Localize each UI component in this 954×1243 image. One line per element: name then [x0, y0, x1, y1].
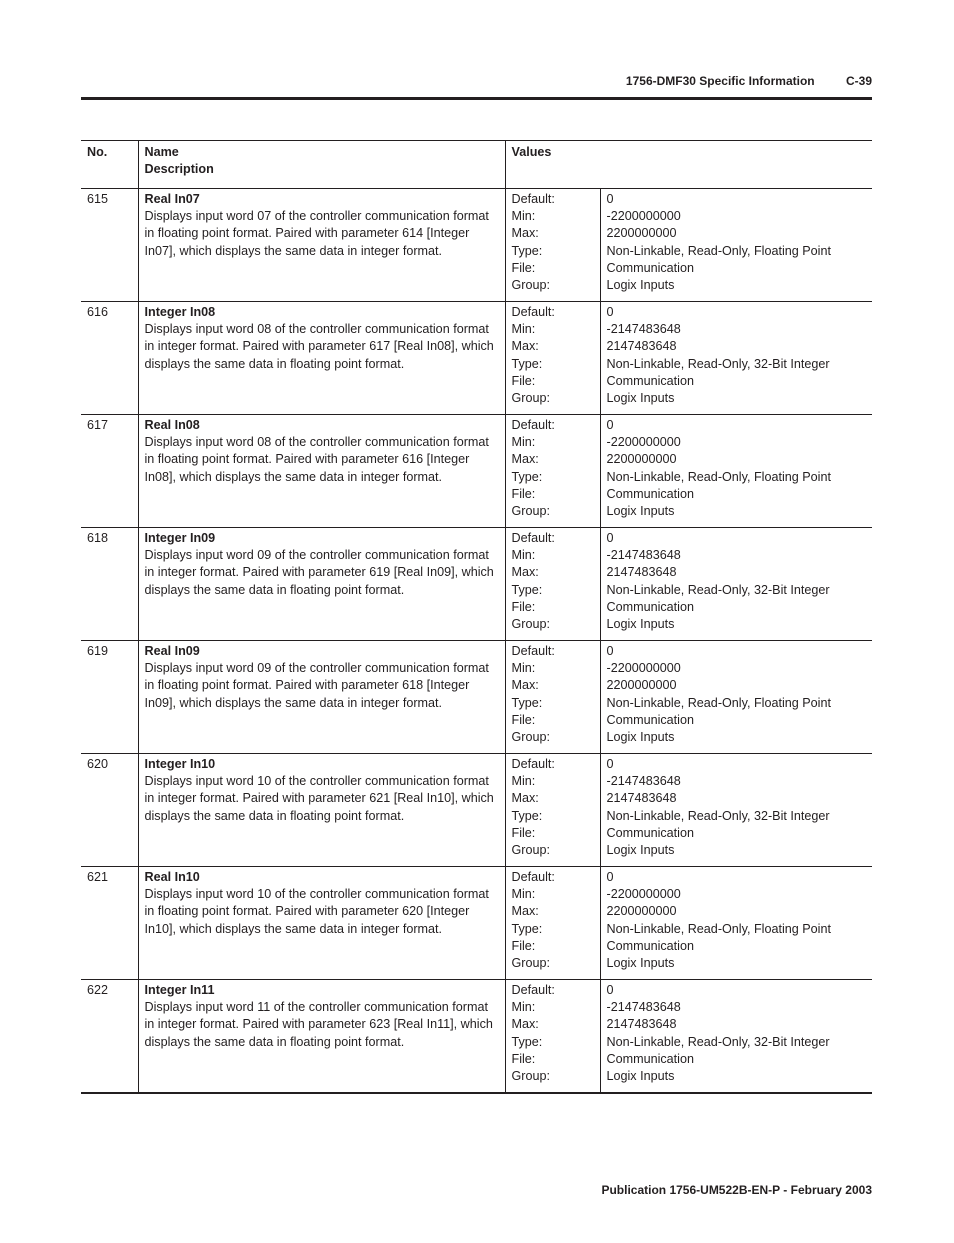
values-cell — [600, 528, 872, 641]
column-header-description-label: Description — [144, 162, 214, 177]
value-label: File: — [511, 260, 536, 275]
parameter-name-cell — [138, 754, 505, 867]
parameter-value: -2147483648 — [606, 322, 681, 337]
value-label: Min: — [511, 209, 536, 224]
value-labels-cell — [505, 415, 600, 528]
page-header — [0, 74, 872, 88]
parameter-number: 620 — [81, 754, 138, 867]
values-cell — [600, 189, 872, 302]
parameter-description: Displays input word 09 of the controller communication format in floating point format. Paired with parameter 618 [Integer In09], which displays the same data in integer format. — [144, 661, 489, 710]
parameter-value: 0 — [606, 983, 614, 997]
value-label: Min: — [511, 322, 536, 337]
value-label: Max: — [511, 226, 539, 241]
parameter-value: 2147483648 — [606, 791, 677, 806]
column-header-name — [138, 141, 505, 189]
value-label: File: — [511, 825, 536, 840]
parameter-value: -2200000000 — [606, 209, 681, 224]
parameter-value: Non-Linkable, Read-Only, Floating Point — [606, 469, 831, 484]
table-row — [81, 528, 872, 641]
parameter-value: 0 — [606, 644, 614, 658]
value-label: File: — [511, 938, 536, 953]
parameter-value: Logix Inputs — [606, 843, 675, 858]
value-label: Max: — [511, 904, 539, 919]
parameter-value: 2147483648 — [606, 1017, 677, 1032]
parameter-name-cell — [138, 189, 505, 302]
parameter-value: Non-Linkable, Read-Only, 32-Bit Integer — [606, 808, 830, 823]
parameter-value: Logix Inputs — [606, 278, 675, 293]
parameter-value: Communication — [606, 599, 694, 614]
parameter-value: Non-Linkable, Read-Only, 32-Bit Integer — [606, 582, 830, 597]
value-label: File: — [511, 712, 536, 727]
value-label: Default: — [511, 305, 555, 319]
parameter-number: 617 — [81, 415, 138, 528]
values-cell — [600, 867, 872, 980]
parameter-value: Non-Linkable, Read-Only, Floating Point — [606, 921, 831, 936]
parameter-value: Non-Linkable, Read-Only, Floating Point — [606, 243, 831, 258]
value-label: Max: — [511, 452, 539, 467]
column-header-values: Values — [505, 141, 872, 189]
value-label: Group: — [511, 1069, 551, 1084]
parameter-name-cell — [138, 528, 505, 641]
parameter-value: -2200000000 — [606, 661, 681, 676]
parameter-value: Communication — [606, 486, 694, 501]
value-label: Group: — [511, 617, 551, 632]
table-row — [81, 754, 872, 867]
parameter-value: Logix Inputs — [606, 617, 675, 632]
parameter-value: Communication — [606, 712, 694, 727]
parameter-value: 0 — [606, 305, 614, 319]
value-label: Max: — [511, 678, 539, 693]
parameter-number: 615 — [81, 189, 138, 302]
value-label: Group: — [511, 391, 551, 406]
value-label: File: — [511, 1051, 536, 1066]
parameter-description: Displays input word 08 of the controller communication format in floating point format. Paired with parameter 616 [Integer In08], which displays the same data in integer format. — [144, 435, 489, 484]
page-number: C-39 — [845, 74, 872, 88]
value-label: Max: — [511, 1017, 539, 1032]
parameter-value: -2147483648 — [606, 1000, 681, 1015]
parameter-value: Non-Linkable, Read-Only, 32-Bit Integer — [606, 1034, 830, 1049]
value-label: File: — [511, 373, 536, 388]
parameter-value: 2200000000 — [606, 678, 677, 693]
parameter-value: Logix Inputs — [606, 391, 675, 406]
parameter-name: Real In09 — [144, 644, 200, 658]
parameter-value: 0 — [606, 418, 614, 432]
table-row — [81, 980, 872, 1093]
parameter-value: 2200000000 — [606, 452, 677, 467]
value-label: Default: — [511, 418, 555, 432]
parameter-description: Displays input word 07 of the controller communication format in floating point format. Paired with parameter 614 [Integer In07], which displays the same data in integer format. — [144, 209, 489, 258]
parameter-name: Integer In10 — [144, 757, 216, 771]
table-row — [81, 189, 872, 302]
parameter-number: 622 — [81, 980, 138, 1093]
values-cell — [600, 754, 872, 867]
parameter-value: -2147483648 — [606, 774, 681, 789]
parameter-value: 2147483648 — [606, 565, 677, 580]
values-cell — [600, 980, 872, 1093]
parameter-value: Non-Linkable, Read-Only, 32-Bit Integer — [606, 356, 830, 371]
value-label: Min: — [511, 1000, 536, 1015]
table-row — [81, 415, 872, 528]
parameter-description: Displays input word 11 of the controller communication format in integer format. Paired with parameter 623 [Real In11], which displays the same data in floating point format. — [144, 1000, 493, 1049]
value-label: Type: — [511, 243, 543, 258]
parameter-name-cell — [138, 867, 505, 980]
column-header-name-label: Name — [144, 145, 179, 159]
parameter-value: Logix Inputs — [606, 504, 675, 519]
value-labels-cell — [505, 754, 600, 867]
value-label: Default: — [511, 870, 555, 884]
parameter-name-cell — [138, 980, 505, 1093]
parameter-description: Displays input word 10 of the controller communication format in floating point format. Paired with parameter 620 [Integer In10], which displays the same data in integer format. — [144, 887, 489, 936]
value-label: Default: — [511, 983, 555, 997]
value-label: Max: — [511, 791, 539, 806]
value-label: Default: — [511, 531, 555, 545]
table-header-row — [81, 141, 872, 189]
table-body — [81, 189, 872, 1093]
values-cell — [600, 415, 872, 528]
parameter-value: Communication — [606, 938, 694, 953]
parameter-value: Communication — [606, 825, 694, 840]
parameter-description: Displays input word 10 of the controller communication format in integer format. Paired with parameter 621 [Real In10], which displays the same data in floating point format. — [144, 774, 494, 823]
parameter-name: Real In10 — [144, 870, 200, 884]
value-label: Max: — [511, 339, 539, 354]
parameter-value: 0 — [606, 192, 614, 206]
parameter-description: Displays input word 08 of the controller communication format in integer format. Paired with parameter 617 [Real In08], which displays the same data in floating point format. — [144, 322, 494, 371]
parameter-value: -2147483648 — [606, 548, 681, 563]
value-label: Default: — [511, 644, 555, 658]
parameter-value: 0 — [606, 757, 614, 771]
parameter-value: 2200000000 — [606, 226, 677, 241]
parameter-number: 619 — [81, 641, 138, 754]
parameter-value: 0 — [606, 870, 614, 884]
parameter-value: Communication — [606, 260, 694, 275]
value-label: Min: — [511, 435, 536, 450]
value-label: Max: — [511, 565, 539, 580]
parameter-name-cell — [138, 302, 505, 415]
table-row — [81, 867, 872, 980]
parameter-number: 618 — [81, 528, 138, 641]
parameter-description: Displays input word 09 of the controller communication format in integer format. Paired with parameter 619 [Real In09], which displays the same data in floating point format. — [144, 548, 494, 597]
table-row — [81, 641, 872, 754]
parameter-value: 2200000000 — [606, 904, 677, 919]
value-labels-cell — [505, 302, 600, 415]
value-labels-cell — [505, 528, 600, 641]
parameter-number: 616 — [81, 302, 138, 415]
parameter-name: Real In08 — [144, 418, 200, 432]
page-footer: Publication 1756-UM522B-EN-P - February 2003 — [601, 1183, 872, 1197]
parameter-value: Logix Inputs — [606, 730, 675, 745]
parameter-name-cell — [138, 641, 505, 754]
value-label: Type: — [511, 582, 543, 597]
value-label: Group: — [511, 730, 551, 745]
table-row — [81, 302, 872, 415]
value-label: Type: — [511, 1034, 543, 1049]
value-label: Min: — [511, 661, 536, 676]
value-label: Type: — [511, 469, 543, 484]
value-label: Min: — [511, 774, 536, 789]
value-label: Group: — [511, 956, 551, 971]
section-title: 1756-DMF30 Specific Information — [625, 74, 815, 88]
parameter-value: 0 — [606, 531, 614, 545]
parameter-value: Logix Inputs — [606, 956, 675, 971]
header-rule — [81, 97, 872, 100]
value-label: Type: — [511, 695, 543, 710]
parameter-name: Integer In11 — [144, 983, 215, 997]
value-label: Min: — [511, 887, 536, 902]
value-labels-cell — [505, 980, 600, 1093]
value-label: Type: — [511, 356, 543, 371]
parameter-value: -2200000000 — [606, 435, 681, 450]
parameter-value: Communication — [606, 1051, 694, 1066]
parameter-value: 2147483648 — [606, 339, 677, 354]
parameter-name: Real In07 — [144, 192, 200, 206]
parameter-name-cell — [138, 415, 505, 528]
parameter-value: Non-Linkable, Read-Only, Floating Point — [606, 695, 831, 710]
values-cell — [600, 641, 872, 754]
value-label: Group: — [511, 504, 551, 519]
value-label: Group: — [511, 843, 551, 858]
value-label: Group: — [511, 278, 551, 293]
value-label: Default: — [511, 192, 555, 206]
value-label: Type: — [511, 921, 543, 936]
parameter-table — [81, 140, 872, 1094]
value-label: Type: — [511, 808, 543, 823]
value-label: Min: — [511, 548, 536, 563]
value-label: Default: — [511, 757, 555, 771]
value-label: File: — [511, 486, 536, 501]
value-labels-cell — [505, 189, 600, 302]
parameter-number: 621 — [81, 867, 138, 980]
parameter-name: Integer In09 — [144, 531, 216, 545]
parameter-name: Integer In08 — [144, 305, 216, 319]
parameter-value: Logix Inputs — [606, 1069, 675, 1084]
value-labels-cell — [505, 867, 600, 980]
parameter-value: Communication — [606, 373, 694, 388]
value-labels-cell — [505, 641, 600, 754]
value-label: File: — [511, 599, 536, 614]
values-cell — [600, 302, 872, 415]
column-header-no: No. — [81, 141, 138, 189]
parameter-value: -2200000000 — [606, 887, 681, 902]
